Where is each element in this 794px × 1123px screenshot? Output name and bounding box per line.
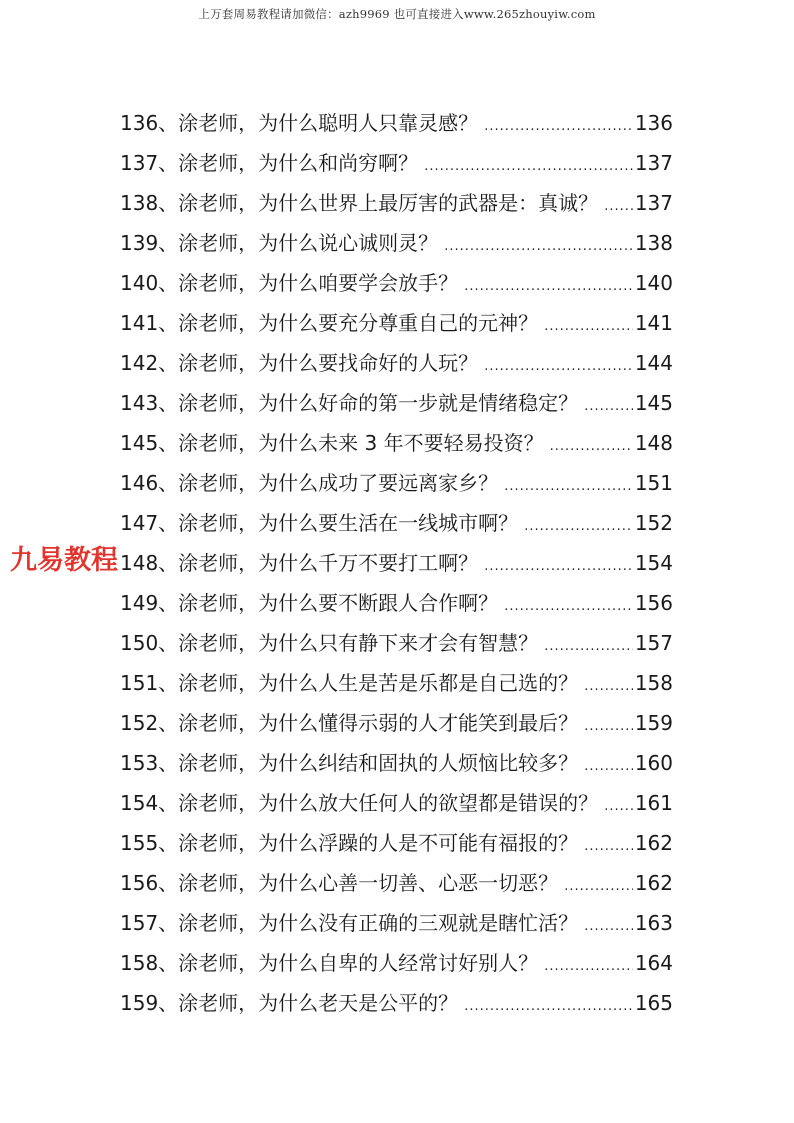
toc-entry[interactable] (120, 143, 673, 183)
toc-entry-page: 164 (634, 951, 673, 975)
toc-dot-leader (484, 347, 633, 387)
toc-entry-page: 144 (634, 351, 673, 375)
toc-entry-title: 138、涂老师，为什么世界上最厉害的武器是：真诚？ (120, 191, 599, 215)
toc-dot-leader (484, 107, 633, 147)
toc-dot-leader (584, 827, 633, 867)
toc-entry-title: 143、涂老师，为什么好命的第一步就是情绪稳定？ (120, 391, 579, 415)
toc-entry-title: 153、涂老师，为什么纠结和固执的人烦恼比较多？ (120, 751, 579, 775)
toc-entry[interactable] (120, 183, 673, 223)
toc-entry[interactable] (120, 263, 673, 303)
toc-entry-page: 141 (634, 311, 673, 335)
toc-entry[interactable] (120, 543, 673, 583)
toc-entry-title: 152、涂老师，为什么懂得示弱的人才能笑到最后？ (120, 711, 579, 735)
toc-dot-leader (464, 987, 633, 1027)
toc-entry-title: 146、涂老师，为什么成功了要远离家乡？ (120, 471, 499, 495)
toc-entry-title: 145、涂老师，为什么未来 3 年不要轻易投资？ (120, 431, 544, 455)
toc-entry-title: 156、涂老师，为什么心善一切善、心恶一切恶？ (120, 871, 559, 895)
toc-dot-leader (584, 667, 633, 707)
toc-dot-leader (544, 307, 633, 347)
toc-entry-page: 162 (634, 831, 673, 855)
toc-entry[interactable] (120, 303, 673, 343)
toc-entry-title: 139、涂老师，为什么说心诚则灵？ (120, 231, 439, 255)
toc-entry-page: 154 (634, 551, 673, 575)
toc-entry-title: 137、涂老师，为什么和尚穷啊？ (120, 151, 419, 175)
toc-dot-leader (584, 747, 633, 787)
toc-entry-title: 149、涂老师，为什么要不断跟人合作啊？ (120, 591, 499, 615)
toc-entry-title: 142、涂老师，为什么要找命好的人玩？ (120, 351, 479, 375)
toc-entry-title: 159、涂老师，为什么老天是公平的？ (120, 991, 459, 1015)
toc-dot-leader (550, 427, 633, 467)
toc-dot-leader (544, 947, 633, 987)
toc-entry[interactable] (120, 383, 673, 423)
toc-entry-page: 148 (634, 431, 673, 455)
toc-dot-leader (424, 147, 633, 187)
toc-entry[interactable] (120, 463, 673, 503)
toc-entry-title: 141、涂老师，为什么要充分尊重自己的元神？ (120, 311, 539, 335)
toc-entry-title: 147、涂老师，为什么要生活在一线城市啊？ (120, 511, 519, 535)
toc-entry[interactable] (120, 583, 673, 623)
page-header-text: 上万套周易教程请加微信：azh9969 也可直接进入www.265zhouyiw.com (198, 7, 596, 21)
toc-entry-page: 145 (634, 391, 673, 415)
toc-entry[interactable] (120, 103, 673, 143)
toc-entry-title: 155、涂老师，为什么浮躁的人是不可能有福报的？ (120, 831, 579, 855)
toc-entry-title: 148、涂老师，为什么千万不要打工啊？ (120, 551, 479, 575)
toc-entry-page: 157 (634, 631, 673, 655)
toc-entry-page: 140 (634, 271, 673, 295)
toc-entry-title: 157、涂老师，为什么没有正确的三观就是瞎忙活？ (120, 911, 579, 935)
toc-entry-title: 136、涂老师，为什么聪明人只靠灵感？ (120, 111, 479, 135)
toc-entry[interactable] (120, 863, 673, 903)
toc-dot-leader (604, 187, 633, 227)
toc-entry-page: 159 (634, 711, 673, 735)
toc-dot-leader (544, 627, 633, 667)
toc-entry-title: 154、涂老师，为什么放大任何人的欲望都是错误的？ (120, 791, 599, 815)
toc-dot-leader (584, 387, 633, 427)
toc-entry-page: 136 (634, 111, 673, 135)
toc-dot-leader (584, 907, 633, 947)
toc-dot-leader (604, 787, 633, 827)
toc-entry[interactable] (120, 743, 673, 783)
toc-entry[interactable] (120, 223, 673, 263)
toc-entry-page: 156 (634, 591, 673, 615)
toc-entry[interactable] (120, 343, 673, 383)
toc-entry-title: 150、涂老师，为什么只有静下来才会有智慧？ (120, 631, 539, 655)
table-of-contents (120, 103, 673, 1023)
toc-entry-page: 162 (634, 871, 673, 895)
toc-entry-page: 138 (634, 231, 673, 255)
toc-entry[interactable] (120, 983, 673, 1023)
toc-entry-title: 158、涂老师，为什么自卑的人经常讨好别人？ (120, 951, 539, 975)
toc-entry-page: 165 (634, 991, 673, 1015)
watermark-text: 九易教程 (8, 543, 120, 579)
toc-entry[interactable] (120, 703, 673, 743)
toc-entry[interactable] (120, 783, 673, 823)
toc-dot-leader (504, 467, 633, 507)
toc-entry-title: 140、涂老师，为什么咱要学会放手？ (120, 271, 459, 295)
toc-dot-leader (584, 707, 633, 747)
toc-entry-page: 151 (634, 471, 673, 495)
toc-entry[interactable] (120, 663, 673, 703)
toc-dot-leader (464, 267, 633, 307)
toc-entry-page: 161 (634, 791, 673, 815)
toc-entry-page: 163 (634, 911, 673, 935)
toc-entry[interactable] (120, 903, 673, 943)
toc-entry[interactable] (120, 503, 673, 543)
toc-entry-page: 137 (634, 191, 673, 215)
toc-dot-leader (444, 227, 633, 267)
toc-entry-page: 152 (634, 511, 673, 535)
toc-entry[interactable] (120, 943, 673, 983)
toc-entry-page: 160 (634, 751, 673, 775)
toc-entry-page: 158 (634, 671, 673, 695)
toc-dot-leader (504, 587, 633, 627)
toc-dot-leader (564, 867, 633, 907)
toc-entry[interactable] (120, 423, 673, 463)
toc-entry[interactable] (120, 823, 673, 863)
toc-entry-title: 151、涂老师，为什么人生是苦是乐都是自己选的？ (120, 671, 579, 695)
toc-dot-leader (524, 507, 633, 547)
toc-entry-page: 137 (634, 151, 673, 175)
toc-dot-leader (484, 547, 633, 587)
toc-entry[interactable] (120, 623, 673, 663)
